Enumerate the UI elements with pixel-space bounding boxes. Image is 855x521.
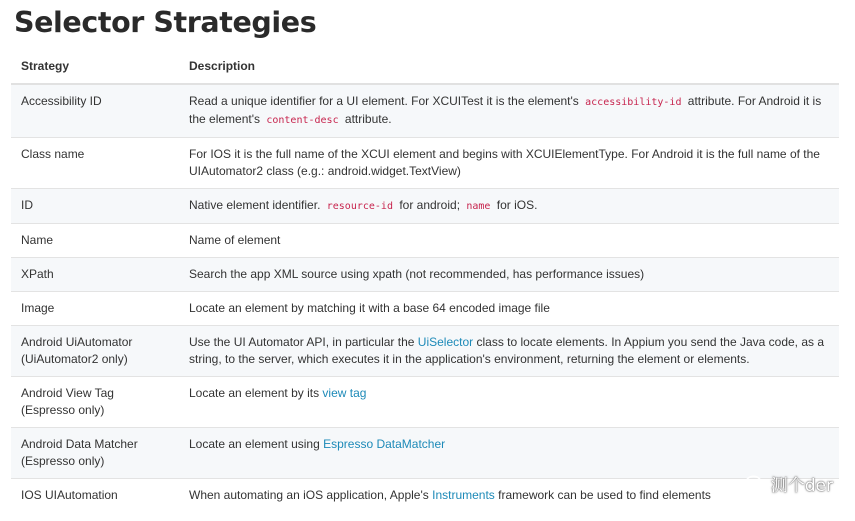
watermark <box>745 471 833 496</box>
description-cell <box>179 84 839 138</box>
wechat-icon <box>745 475 767 493</box>
description-text: Locate an element by its <box>189 386 323 400</box>
description-cell <box>179 189 839 224</box>
strategy-cell: Accessibility ID <box>11 84 179 138</box>
watermark-text: 测个der <box>770 476 833 496</box>
strategy-cell: Class name <box>11 138 179 189</box>
description-text: Search the app XML source using xpath (not recommended, has performance issues) <box>189 267 645 281</box>
description-text: for iOS. <box>493 198 538 212</box>
table-row <box>11 224 839 258</box>
description-text: Locate an element using <box>189 437 324 451</box>
table-row <box>11 428 839 479</box>
description-cell <box>179 258 839 292</box>
code-snippet: resource-id <box>326 201 393 212</box>
strategy-cell: Android Data Matcher (Espresso only) <box>11 428 179 479</box>
selector-strategies-table <box>11 50 839 512</box>
description-text: When automating an iOS application, Apple's <box>189 488 433 502</box>
strategy-cell: XPath <box>11 258 179 292</box>
table-row <box>11 326 839 377</box>
description-cell <box>179 377 839 428</box>
table-row <box>11 377 839 428</box>
description-text: Read a unique identifier for a UI element. For XCUITest it is the element's <box>189 94 583 108</box>
code-snippet: name <box>466 201 491 212</box>
description-cell <box>179 428 839 479</box>
column-header-description: Description <box>179 50 839 84</box>
description-text: Use the UI Automator API, in particular the <box>189 335 418 349</box>
description-text: class to locate elements. In Appium you send the Java code, as a string, to the server, which executes it in the application's environment, returning the element or elements. <box>189 335 825 366</box>
description-text: framework can be used to find elements <box>494 488 711 502</box>
table-row <box>11 138 839 189</box>
doc-link[interactable]: Instruments <box>432 488 495 502</box>
table-row <box>11 189 839 224</box>
doc-link[interactable]: UiSelector <box>417 335 474 349</box>
table-row <box>11 84 839 138</box>
description-cell <box>179 326 839 377</box>
description-text: Name of element <box>189 233 281 247</box>
column-header-strategy: Strategy <box>11 50 179 84</box>
description-text: attribute. <box>341 112 392 126</box>
strategy-cell: Android UiAutomator (UiAutomator2 only) <box>11 326 179 377</box>
doc-link[interactable]: view tag <box>322 386 367 400</box>
description-cell <box>179 138 839 189</box>
table-row <box>11 479 839 513</box>
description-cell <box>179 292 839 326</box>
strategy-cell: ID <box>11 189 179 224</box>
page-title: Selector Strategies <box>14 6 317 39</box>
strategy-cell: IOS UIAutomation <box>11 479 179 513</box>
description-text: for android; <box>395 198 464 212</box>
doc-link[interactable]: Espresso DataMatcher <box>323 437 446 451</box>
code-snippet: accessibility-id <box>585 97 682 108</box>
description-cell <box>179 224 839 258</box>
description-text: attribute. For Android it is the element's <box>189 94 822 126</box>
description-text: Native element identifier. <box>189 198 324 212</box>
strategy-cell: Name <box>11 224 179 258</box>
table-header-row <box>11 50 839 84</box>
table-row <box>11 292 839 326</box>
description-text: Locate an element by matching it with a base 64 encoded image file <box>189 301 550 315</box>
strategy-cell: Image <box>11 292 179 326</box>
description-cell <box>179 479 839 513</box>
description-text: For IOS it is the full name of the XCUI element and begins with XCUIElementType. For Android it is the full name of the UIAutomator2 class (e.g.: android.widget.TextView) <box>189 147 820 178</box>
code-snippet: content-desc <box>266 115 339 126</box>
table-row <box>11 258 839 292</box>
strategy-cell: Android View Tag (Espresso only) <box>11 377 179 428</box>
